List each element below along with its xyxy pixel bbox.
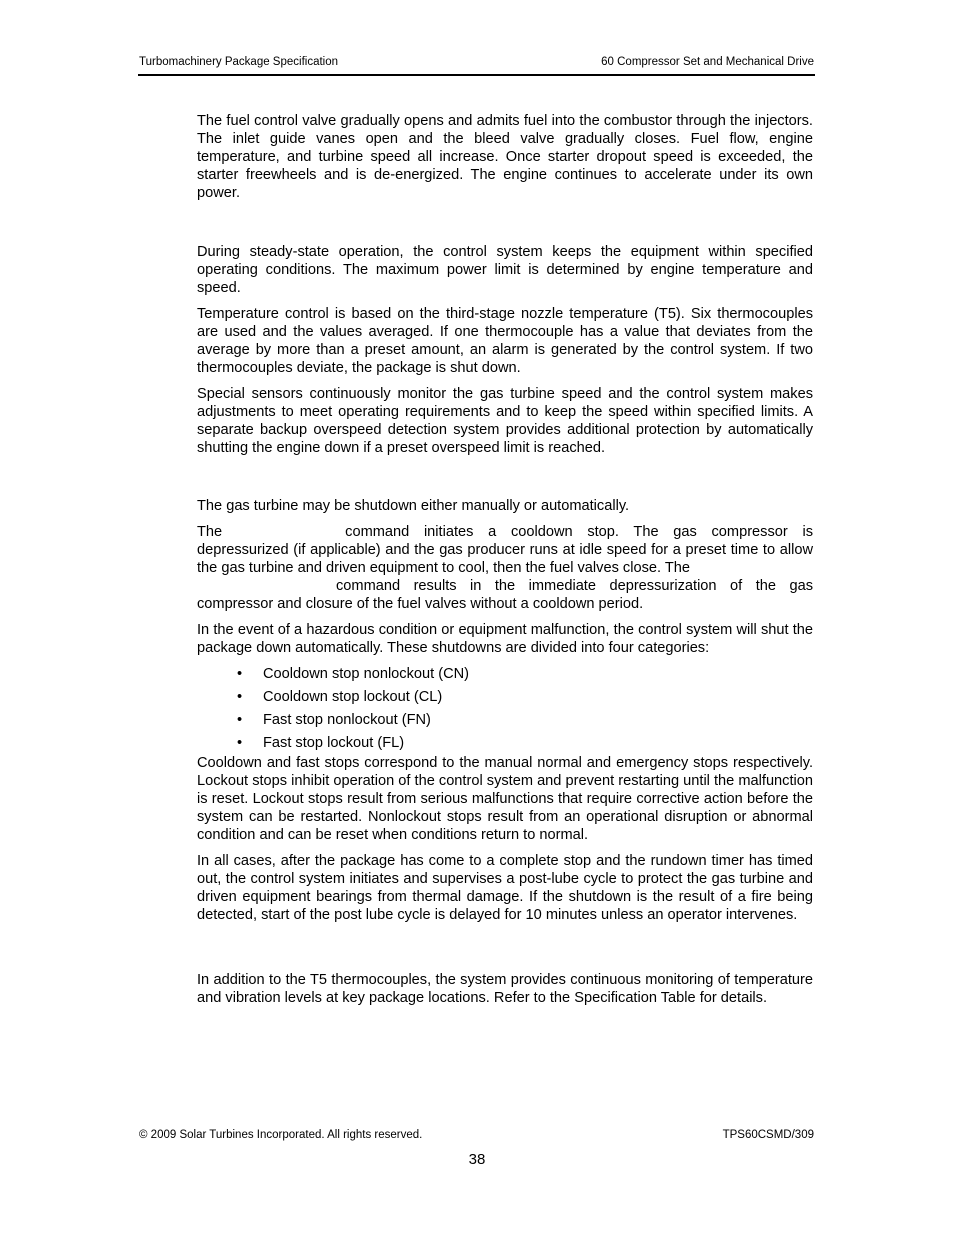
page-number: 38 bbox=[468, 1151, 486, 1168]
paragraph-auto-shutdown: In the event of a hazardous condition or equipment malfunction, the control system will shut the package down automatically. These shutdowns are divided into four categories: bbox=[197, 622, 813, 656]
paragraph-startup: The fuel control valve gradually opens and admits fuel into the combustor through the injectors. The inlet guide vanes open and the bleed valve gradually closes. Fuel flow, engine temperature, and turbine speed all increase. Once starter dropout speed is exceeded, the starter freewheels and is de-energized. The engine continues to accelerate under its own power. bbox=[197, 113, 813, 201]
paragraph-stop-types: Cooldown and fast stops correspond to the manual normal and emergency stops respectively. Lockout stops inhibit operation of the control system and prevent restarting until the malfunction is reset. Lockout stops result from serious malfunctions that require corrective action before the system can be restarted. Nonlockout stops result from an operational disruption or abnormal condition and can be reset when conditions return to normal. bbox=[197, 755, 813, 843]
paragraph-post-lube: In all cases, after the package has come to a complete stop and the rundown timer has timed out, the control system initiates and supervises a post-lube cycle to protect the gas turbine and driven equipment bearings from thermal damage. If the shutdown is the result of a fire being detected, start of the post lube cycle is delayed for 10 minutes unless an operator intervenes. bbox=[197, 853, 813, 923]
list-item: • Cooldown stop lockout (CL) bbox=[237, 689, 443, 705]
header-document-title: Turbomachinery Package Specification bbox=[139, 56, 339, 68]
paragraph-speed-control: Special sensors continuously monitor the gas turbine speed and the control system makes adjustments to meet operating requirements and to keep the speed within specified limits. A separate backup overspeed detection system provides additional protection by automatically shutting the engine down if a preset overspeed limit is reached. bbox=[197, 386, 813, 456]
list-item: • Fast stop nonlockout (FN) bbox=[237, 712, 431, 728]
page-body bbox=[197, 112, 813, 1015]
section-gap bbox=[197, 210, 813, 243]
list-item: • Cooldown stop nonlockout (CN) bbox=[237, 666, 470, 682]
paragraph-manual-shutdown bbox=[197, 523, 813, 613]
bullet-icon: • bbox=[237, 712, 243, 728]
paragraph-shutdown-intro: The gas turbine may be shutdown either manually or automatically. bbox=[197, 498, 630, 514]
paragraph-temperature-control: Temperature control is based on the third-stage nozzle temperature (T5). Six thermocouples are used and the values averaged. If one thermocouple has a value that deviates from the average by more than a preset amount, an alarm is generated by the control system. If two thermocouples deviate, the package is shut down. bbox=[197, 306, 813, 376]
bullet-icon: • bbox=[237, 689, 243, 705]
paragraph-monitoring: In addition to the T5 thermocouples, the system provides continuous monitoring of temperature and vibration levels at key package locations. Refer to the Specification Table for details. bbox=[197, 972, 813, 1006]
paragraph-steady-state: During steady-state operation, the control system keeps the equipment within specified operating conditions. The maximum power limit is determined by engine temperature and speed. bbox=[197, 244, 813, 296]
page-footer bbox=[139, 1129, 814, 1141]
copyright-notice: © 2009 Solar Turbines Incorporated. All rights reserved. bbox=[139, 1129, 423, 1141]
document-code: TPS60CSMD/309 bbox=[722, 1129, 814, 1141]
manual-shutdown-text-c: command results in the immediate depressurization of the gas compressor and closure of the fuel valves without a cooldown period. bbox=[197, 578, 813, 612]
bullet-icon: • bbox=[237, 666, 243, 682]
page-header bbox=[139, 56, 814, 68]
shutdown-category-list bbox=[197, 665, 813, 752]
header-divider bbox=[138, 74, 815, 76]
section-gap bbox=[197, 465, 813, 497]
bullet-icon: • bbox=[237, 735, 243, 751]
manual-shutdown-text-b: command initiates a cooldown stop. The gas compressor is depressurized (if applicable) and the gas producer runs at idle speed for a preset time to allow the gas turbine and driven equipment to cool, then the fuel valves close. The bbox=[197, 524, 813, 576]
manual-shutdown-text-a: The bbox=[197, 524, 223, 540]
list-item: • Fast stop lockout (FL) bbox=[237, 735, 405, 751]
section-gap bbox=[197, 932, 813, 971]
header-section-title: 60 Compressor Set and Mechanical Drive bbox=[601, 56, 814, 68]
